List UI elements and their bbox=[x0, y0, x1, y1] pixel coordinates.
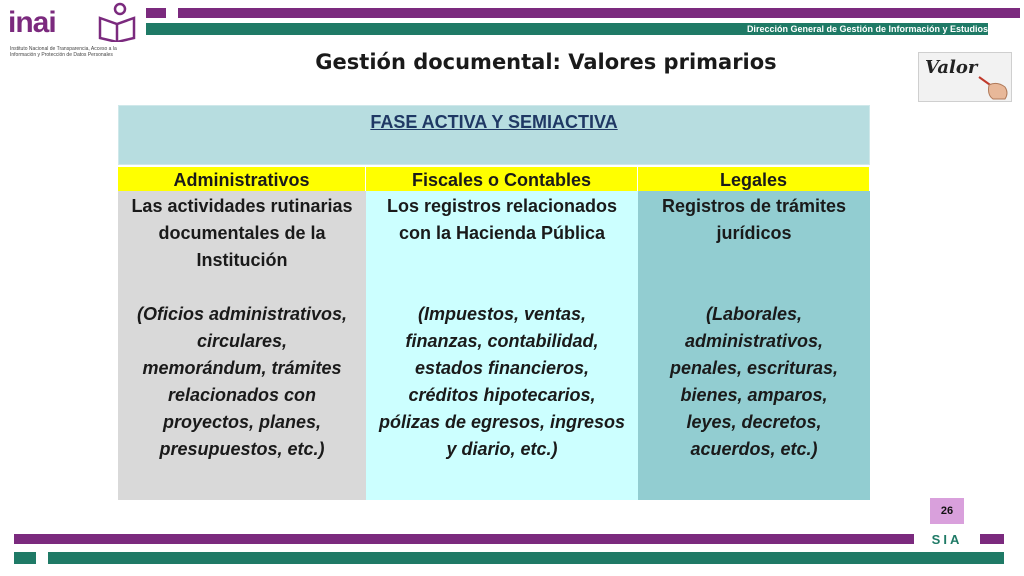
text-line: (Laborales, bbox=[705, 304, 803, 324]
header-caption: Dirección General de Gestión de Información y Estudios bbox=[746, 24, 988, 34]
text-line: presupuestos, etc.) bbox=[159, 439, 325, 459]
column-examples bbox=[638, 301, 870, 463]
writing-hand-icon bbox=[975, 71, 1011, 101]
logo-word: inai bbox=[8, 6, 56, 39]
valor-image-text: Valor bbox=[925, 57, 978, 78]
text-line: leyes, decretos, bbox=[686, 412, 822, 432]
column-administrativos bbox=[118, 191, 366, 500]
column-description bbox=[366, 193, 638, 247]
page-title: Gestión documental: Valores primarios bbox=[315, 50, 777, 74]
column-header-administrativos: Administrativos bbox=[118, 165, 366, 191]
values-table bbox=[118, 105, 870, 500]
column-header-legales: Legales bbox=[638, 165, 870, 191]
phase-header bbox=[118, 105, 870, 165]
text-line: estados financieros, bbox=[414, 358, 590, 378]
text-line: acuerdos, etc.) bbox=[690, 439, 818, 459]
sia-brand: SIA bbox=[931, 532, 963, 547]
column-description bbox=[118, 193, 366, 274]
column-header-fiscales: Fiscales o Contables bbox=[366, 165, 638, 191]
text-line: (Impuestos, ventas, bbox=[417, 304, 587, 324]
text-line: finanzas, contabilidad, bbox=[405, 331, 599, 351]
text-line: Las actividades rutinarias bbox=[131, 196, 353, 216]
column-fiscales bbox=[366, 191, 638, 500]
logo-subtitle: Instituto Nacional de Transparencia, Acceso a la Información y Protección de Datos Personales bbox=[10, 46, 117, 58]
text-line: relacionados con bbox=[167, 385, 317, 405]
text-line: y diario, etc.) bbox=[446, 439, 558, 459]
header-bar-purple-small bbox=[146, 8, 166, 18]
text-line: Registros de trámites bbox=[661, 196, 847, 216]
text-line: proyectos, planes, bbox=[162, 412, 322, 432]
column-examples bbox=[118, 301, 366, 463]
page-number: 26 bbox=[930, 498, 964, 524]
footer-bar-purple bbox=[14, 534, 914, 544]
text-line: circulares, bbox=[196, 331, 288, 351]
text-line: Institución bbox=[196, 250, 288, 270]
text-line: administrativos, bbox=[684, 331, 824, 351]
text-line: con la Hacienda Pública bbox=[398, 223, 606, 243]
text-line: bienes, amparos, bbox=[680, 385, 828, 405]
footer-bar-teal bbox=[48, 552, 1004, 564]
text-line: Los registros relacionados bbox=[386, 196, 618, 216]
text-line: (Oficios administrativos, bbox=[136, 304, 348, 324]
footer-bar-purple-small bbox=[980, 534, 1004, 544]
column-legales bbox=[638, 191, 870, 500]
footer-bar-teal-small bbox=[14, 552, 36, 564]
column-examples bbox=[366, 301, 638, 463]
text-line: jurídicos bbox=[716, 223, 792, 243]
text-line: créditos hipotecarios, bbox=[408, 385, 596, 405]
text-line: documentales de la bbox=[158, 223, 326, 243]
column-description bbox=[638, 193, 870, 247]
header-bar-purple bbox=[178, 8, 1020, 18]
phase-title: FASE ACTIVA Y SEMIACTIVA bbox=[370, 112, 618, 132]
text-line: pólizas de egresos, ingresos bbox=[378, 412, 626, 432]
open-book-icon bbox=[96, 2, 138, 42]
valor-image bbox=[918, 52, 1012, 102]
text-line: memorándum, trámites bbox=[142, 358, 342, 378]
text-line: penales, escrituras, bbox=[669, 358, 839, 378]
